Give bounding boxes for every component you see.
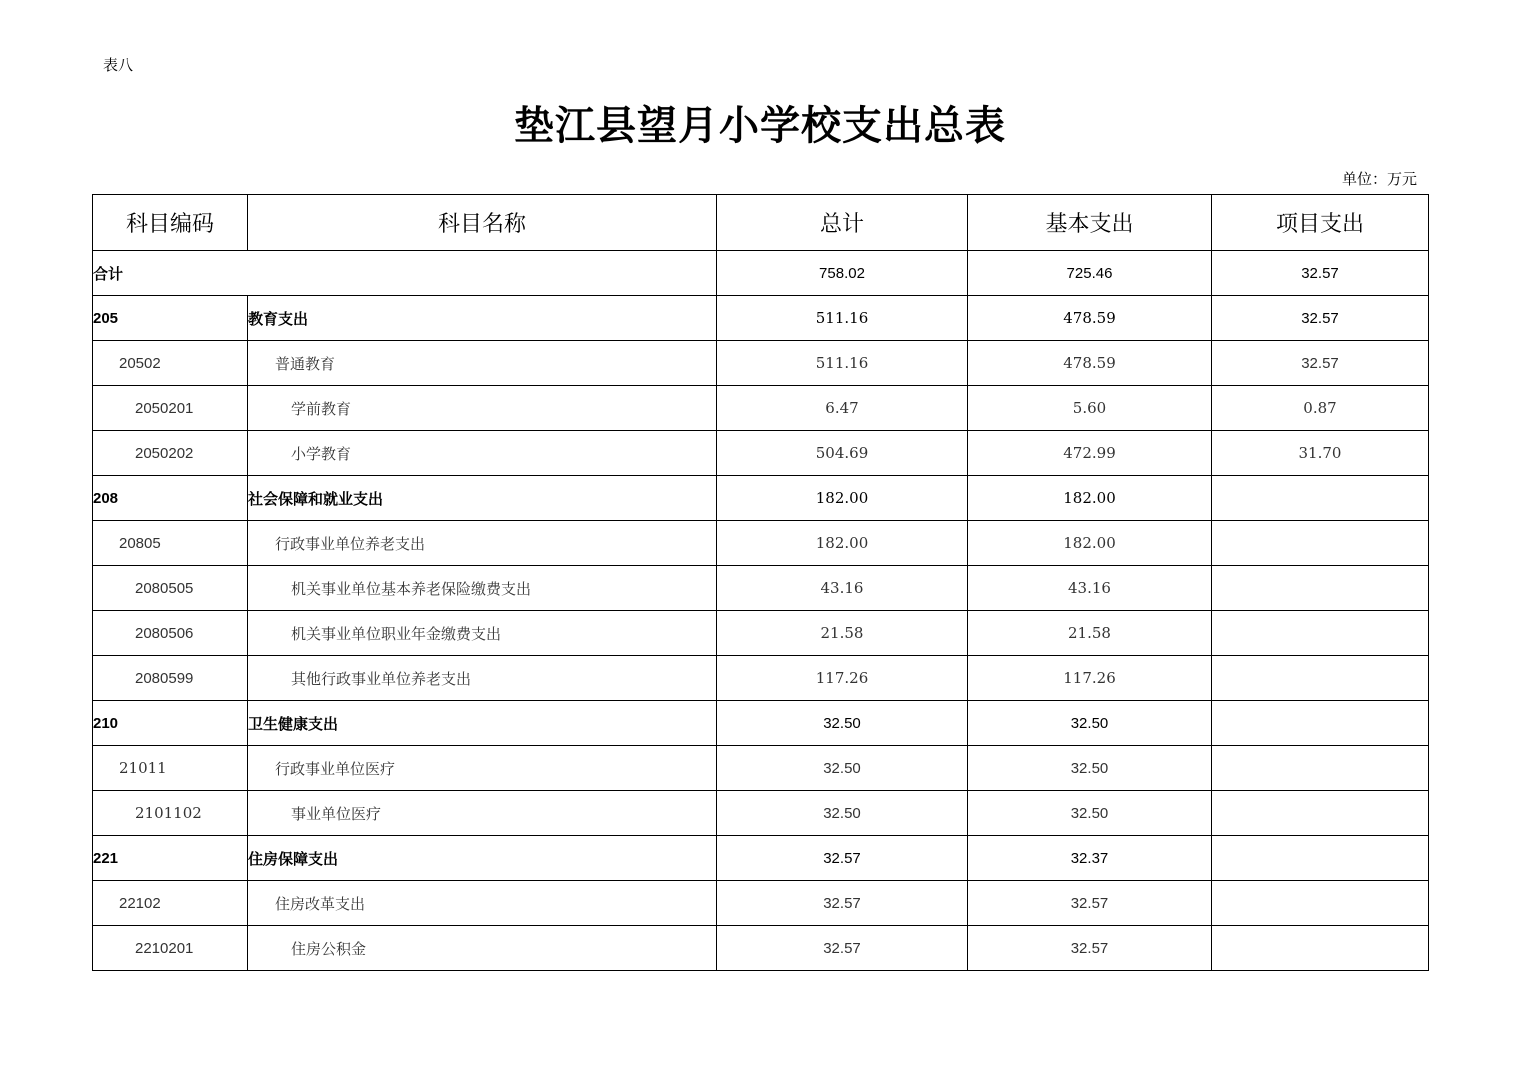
row-code: 2080599 [93,656,248,701]
table-row [93,656,1429,701]
row-project [1212,791,1429,836]
row-basic: 32.50 [968,746,1212,791]
summary-label: 合计 [93,251,717,296]
row-code: 2050201 [93,386,248,431]
row-total: 43.16 [717,566,968,611]
row-total: 182.00 [717,476,968,521]
row-basic: 32.50 [968,791,1212,836]
row-total: 32.57 [717,926,968,971]
row-basic: 478.59 [968,296,1212,341]
expenditure-table [92,194,1429,971]
row-code: 221 [93,836,248,881]
row-code: 2050202 [93,431,248,476]
table-row [93,341,1429,386]
header-total: 总计 [717,195,968,251]
row-total: 6.47 [717,386,968,431]
table-row [93,926,1429,971]
row-code: 210 [93,701,248,746]
summary-basic: 725.46 [968,251,1212,296]
row-basic: 182.00 [968,476,1212,521]
table-row [93,386,1429,431]
row-name: 住房改革支出 [248,881,717,926]
row-total: 32.50 [717,791,968,836]
row-code: 2080505 [93,566,248,611]
row-code: 2210201 [93,926,248,971]
row-basic: 43.16 [968,566,1212,611]
row-project [1212,566,1429,611]
row-project [1212,836,1429,881]
row-basic: 472.99 [968,431,1212,476]
row-code: 208 [93,476,248,521]
header-code: 科目编码 [93,195,248,251]
row-project [1212,521,1429,566]
row-name: 普通教育 [248,341,717,386]
row-code: 2080506 [93,611,248,656]
page-title: 垫江县望月小学校支出总表 [514,102,1006,149]
summary-project: 32.57 [1212,251,1429,296]
row-name: 机关事业单位基本养老保险缴费支出 [248,566,717,611]
row-project [1212,881,1429,926]
row-basic: 32.50 [968,701,1212,746]
row-code: 20502 [93,341,248,386]
row-total: 511.16 [717,341,968,386]
table-row [93,431,1429,476]
header-name: 科目名称 [248,195,717,251]
table-row [93,611,1429,656]
row-name: 住房保障支出 [248,836,717,881]
table-row [93,746,1429,791]
row-total: 32.50 [717,701,968,746]
row-code: 21011 [93,746,248,791]
header-project: 项目支出 [1212,195,1429,251]
row-total: 32.57 [717,881,968,926]
row-total: 511.16 [717,296,968,341]
row-project: 32.57 [1212,341,1429,386]
row-total: 32.50 [717,746,968,791]
row-code: 20805 [93,521,248,566]
row-total: 32.57 [717,836,968,881]
table-row [93,701,1429,746]
row-name: 社会保障和就业支出 [248,476,717,521]
row-name: 学前教育 [248,386,717,431]
row-basic: 117.26 [968,656,1212,701]
row-project [1212,611,1429,656]
row-name: 机关事业单位职业年金缴费支出 [248,611,717,656]
header-basic: 基本支出 [968,195,1212,251]
row-code: 22102 [93,881,248,926]
row-project: 31.70 [1212,431,1429,476]
row-project: 0.87 [1212,386,1429,431]
row-name: 行政事业单位医疗 [248,746,717,791]
row-basic: 32.57 [968,881,1212,926]
table-row [93,836,1429,881]
sheet-label: 表八 [103,56,134,74]
row-code: 205 [93,296,248,341]
row-basic: 182.00 [968,521,1212,566]
table-row [93,296,1429,341]
row-basic: 32.37 [968,836,1212,881]
row-project [1212,746,1429,791]
summary-row [93,251,1429,296]
table-row [93,881,1429,926]
table-row [93,791,1429,836]
row-name: 住房公积金 [248,926,717,971]
row-basic: 21.58 [968,611,1212,656]
row-name: 小学教育 [248,431,717,476]
row-total: 117.26 [717,656,968,701]
row-total: 504.69 [717,431,968,476]
row-basic: 478.59 [968,341,1212,386]
table-row [93,521,1429,566]
row-name: 卫生健康支出 [248,701,717,746]
table-row [93,476,1429,521]
table-row [93,566,1429,611]
row-name: 其他行政事业单位养老支出 [248,656,717,701]
row-basic: 32.57 [968,926,1212,971]
row-project: 32.57 [1212,296,1429,341]
row-project [1212,926,1429,971]
row-total: 182.00 [717,521,968,566]
summary-total: 758.02 [717,251,968,296]
row-total: 21.58 [717,611,968,656]
row-name: 行政事业单位养老支出 [248,521,717,566]
row-project [1212,701,1429,746]
row-name: 事业单位医疗 [248,791,717,836]
table-header-row [93,195,1429,251]
row-name: 教育支出 [248,296,717,341]
row-project [1212,656,1429,701]
row-code: 2101102 [93,791,248,836]
row-project [1212,476,1429,521]
row-basic: 5.60 [968,386,1212,431]
unit-label: 单位：万元 [1341,170,1417,188]
